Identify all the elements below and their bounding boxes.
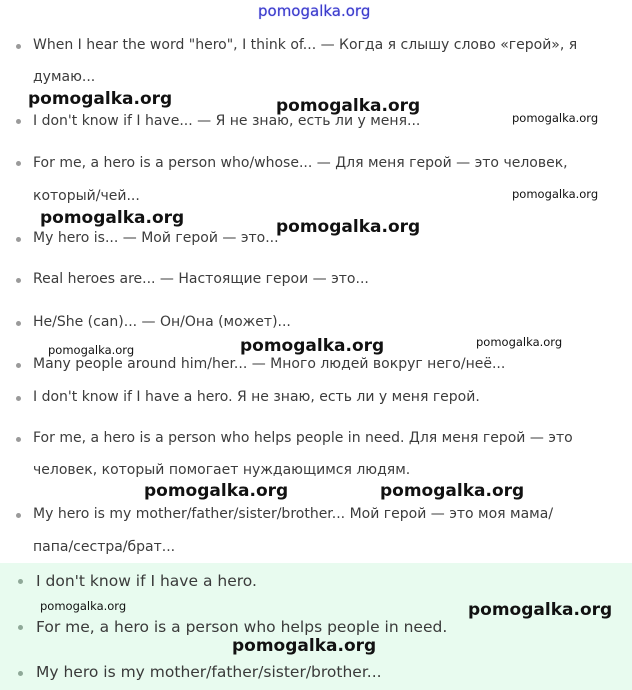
answer-item: My hero is my mother/father/sister/brother... (36, 663, 382, 681)
list-bullet (16, 44, 21, 49)
list-bullet (16, 396, 21, 401)
list-bullet (16, 437, 21, 442)
list-bullet (16, 363, 21, 368)
list-item-line: When I hear the word "hero", I think of... — Когда я слышу слово «герой», я (33, 37, 578, 53)
list-item-line: He/She (can)... — Он/Она (может)... (33, 314, 291, 330)
watermark: pomogalka.org (28, 89, 173, 109)
watermark: pomogalka.org (380, 481, 525, 501)
list-item-line: Real heroes are... — Настоящие герои — это... (33, 271, 369, 287)
answer-item: For me, a hero is a person who helps people in need. (36, 618, 448, 636)
watermark: pomogalka.org (512, 111, 599, 125)
answer-bullet (18, 579, 23, 584)
list-item-line: My hero is my mother/father/sister/brother... Мой герой — это моя мама/ (33, 506, 554, 522)
watermark: pomogalka.org (40, 208, 185, 228)
list-item-line: My hero is... — Мой герой — это... (33, 230, 279, 246)
list-item-line: For me, a hero is a person who helps people in need. Для меня герой — это (33, 430, 573, 446)
list-bullet (16, 237, 21, 242)
watermark: pomogalka.org (144, 481, 289, 501)
list-item-line: папа/сестра/брат... (33, 539, 176, 555)
watermark: pomogalka.org (232, 636, 377, 656)
list-item-line: I don't know if I have... — Я не знаю, есть ли у меня... (33, 113, 421, 129)
list-bullet (16, 278, 21, 283)
list-bullet (16, 513, 21, 518)
watermark: pomogalka.org (468, 600, 613, 620)
list-item-line: Many people around him/her... — Много людей вокруг него/неё... (33, 356, 506, 372)
list-item-line: который/чей... (33, 188, 140, 204)
list-item-line: For me, a hero is a person who/whose... — Для меня герой — это человек, (33, 155, 568, 171)
answer-bullet (18, 671, 23, 676)
list-bullet (16, 119, 21, 124)
watermark: pomogalka.org (258, 2, 371, 20)
list-bullet (16, 161, 21, 166)
answer-item: I don't know if I have a hero. (36, 572, 257, 590)
answer-bullet (18, 625, 23, 630)
watermark: pomogalka.org (240, 336, 385, 356)
watermark: pomogalka.org (512, 187, 599, 201)
watermark: pomogalka.org (48, 343, 135, 357)
watermark: pomogalka.org (276, 96, 421, 116)
watermark: pomogalka.org (40, 599, 127, 613)
list-item-line: думаю... (33, 69, 96, 85)
watermark: pomogalka.org (476, 335, 563, 349)
list-bullet (16, 321, 21, 326)
watermark: pomogalka.org (276, 217, 421, 237)
list-item-line: человек, который помогает нуждающимся людям. (33, 462, 411, 478)
list-item-line: I don't know if I have a hero. Я не знаю, есть ли у меня герой. (33, 389, 480, 405)
